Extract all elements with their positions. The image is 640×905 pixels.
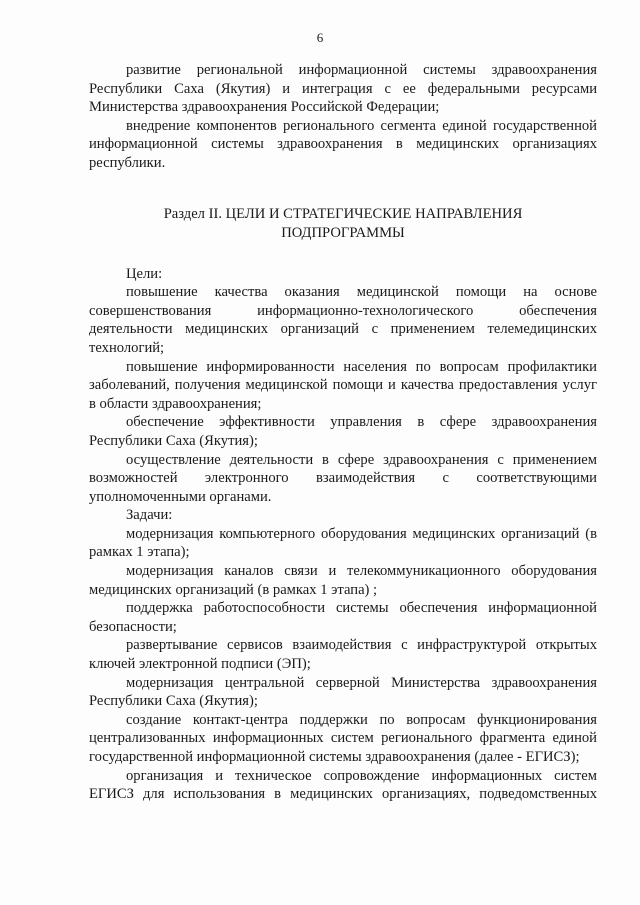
- task-item: модернизация каналов связи и телекоммуникационного оборудования медицинских организаций (в рамках 1 этапа) ;: [89, 563, 597, 598]
- tasks-label: Задачи:: [126, 507, 173, 524]
- section-heading: [89, 205, 597, 243]
- goal-item: обеспечение эффективности управления в сфере здравоохранения Республики Саха (Якутия);: [89, 414, 597, 449]
- task-item: развертывание сервисов взаимодействия с инфраструктурой открытых ключей электронной подписи (ЭП);: [89, 637, 597, 673]
- section-heading-line: Раздел II. ЦЕЛИ И СТРАТЕГИЧЕСКИЕ НАПРАВЛЕНИЯ: [163, 205, 523, 222]
- goal-item: повышение информированности населения по вопросам профилактики заболеваний, получения медицинской помощи и качества предоставления услуг в области здравоохранения;: [89, 358, 597, 412]
- task-item: модернизация центральной серверной Министерства здравоохранения Республики Саха (Якутия);: [89, 674, 597, 710]
- task-item: организация и техническое сопровождение информационных систем ЕГИСЗ для использования в медицинских организациях, подведомственных: [89, 767, 597, 803]
- section-heading-line: ПОДПРОГРАММЫ: [281, 224, 405, 241]
- intro-paragraph: развитие региональной информационной системы здравоохранения Республики Саха (Якутия) и интеграция с ее федеральными ресурсами Министерства здравоохранения Российской Федерации;: [89, 62, 597, 116]
- page-number: 6: [316, 30, 324, 45]
- task-item: создание контакт-центра поддержки по вопросам функционирования централизованных информационных систем регионального фрагмента единой государственной информационной системы здравоохранения (далее - ЕГИСЗ);: [89, 711, 597, 765]
- goals-label: Цели:: [126, 265, 163, 282]
- goal-item: осуществление деятельности в сфере здравоохранения с применением возможностей электронного взаимодействия с соответствующими уполномоченными органами.: [89, 451, 597, 505]
- task-item: модернизация компьютерного оборудования медицинских организаций (в рамках 1 этапа);: [89, 525, 597, 561]
- task-item: поддержка работоспособности системы обеспечения информационной безопасности;: [89, 600, 597, 635]
- intro-paragraph: внедрение компонентов регионального сегмента единой государственной информационной системы здравоохранения в медицинских организациях республики.: [89, 117, 597, 171]
- page-body: [89, 61, 597, 804]
- goal-item: повышение качества оказания медицинской помощи на основе совершенствования информационно-технологического обеспечения деятельности медицинских организаций с применением телемедицинских технологий;: [89, 284, 597, 356]
